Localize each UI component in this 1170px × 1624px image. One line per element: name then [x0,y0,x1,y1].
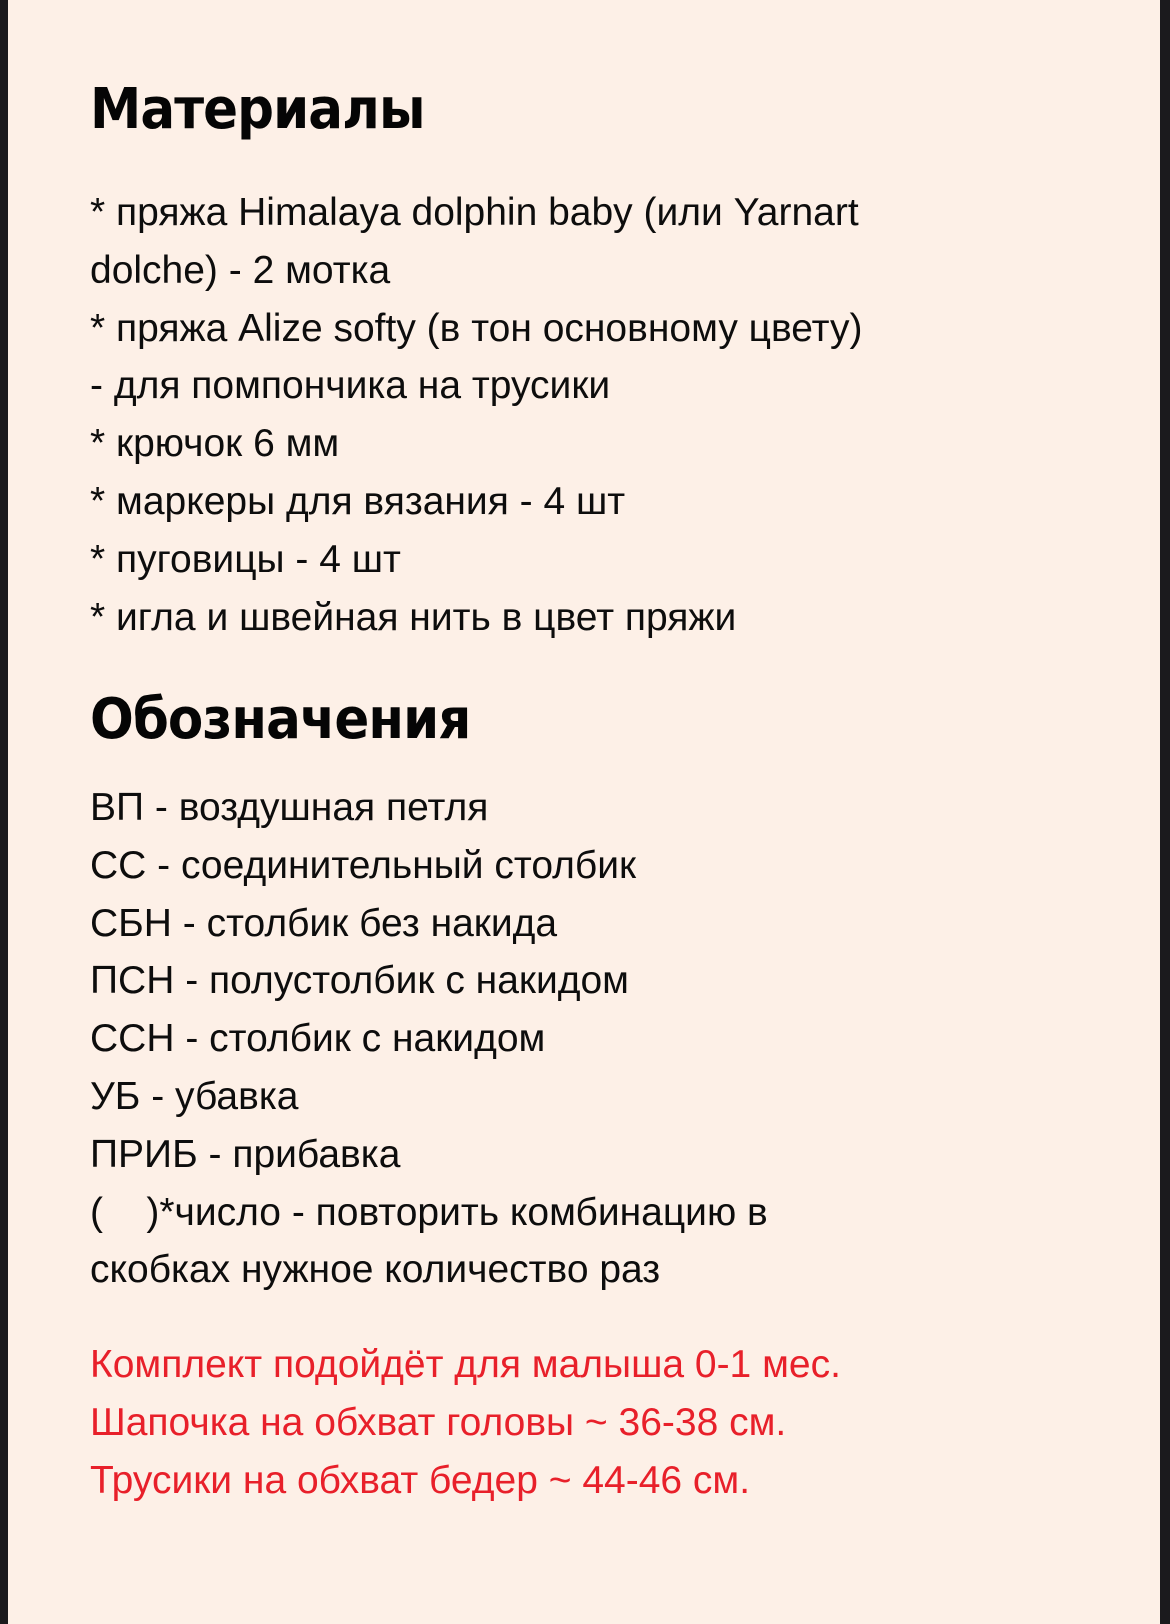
size-info-line: Шапочка на обхват головы ~ 36-38 см. [90,1400,787,1444]
notation-line: ПРИБ - прибавка [90,1132,401,1176]
materials-line: * игла и швейная нить в цвет пряжи [90,595,737,639]
document-page [8,0,1160,1624]
materials-line: - для помпончика на трусики [90,364,611,408]
size-info-line: Комплект подойдёт для малыша 0-1 мес. [90,1343,841,1386]
notation-line: скобках нужное количество раз [90,1248,661,1292]
size-info-line: Трусики на обхват бедер ~ 44-46 см. [90,1458,751,1502]
materials-list [90,184,862,646]
notations-list [90,779,768,1299]
notation-line: ( )*число - повторить комбинацию в [90,1190,768,1234]
notation-line: ВП - воздушная петля [90,786,489,829]
notation-line: СС - соединительный столбик [90,843,637,887]
materials-line: * пуговицы - 4 шт [90,537,401,581]
notation-line: УБ - убавка [90,1074,299,1118]
materials-line: * крючок 6 мм [90,422,340,466]
materials-line: * пряжа Himalaya dolphin baby (или Yarnart [90,191,859,234]
materials-heading: Материалы [90,77,425,142]
notation-line: ССН - столбик с накидом [90,1017,546,1061]
notations-heading: Обозначения [90,687,471,752]
size-info-list [90,1336,841,1509]
notation-line: ПСН - полустолбик с накидом [90,959,629,1003]
materials-line: * маркеры для вязания - 4 шт [90,479,626,523]
materials-line: * пряжа Alize softy (в тон основному цвету) [90,306,863,350]
notation-line: СБН - столбик без накида [90,901,558,945]
materials-line: dolche) - 2 мотка [90,248,391,292]
